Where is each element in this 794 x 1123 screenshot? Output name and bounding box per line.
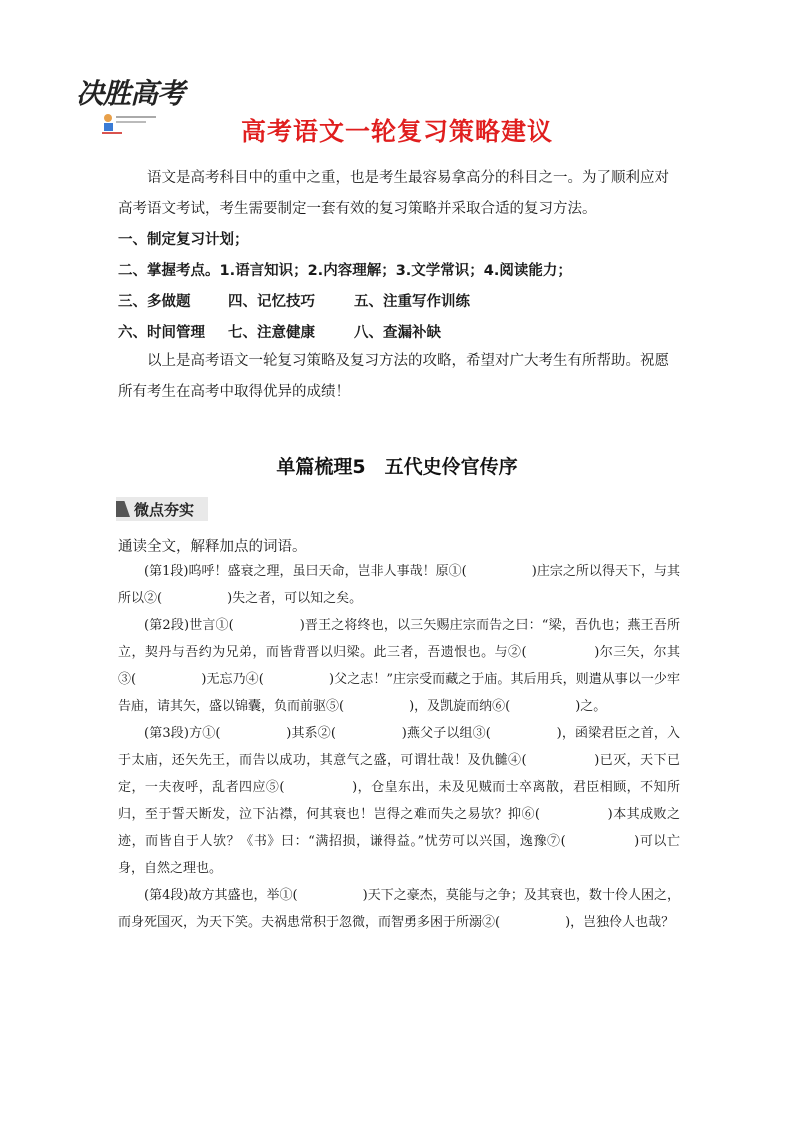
main-title: 高考语文一轮复习策略建议 [240,117,553,146]
section-title: 单篇梳理5 五代史伶官传序 [276,456,518,478]
strategy-item: 三、多做题 [118,294,191,310]
passage-paragraph-1: (第1段)呜呼！盛衰之理，虽曰天命，岂非人事哉！原①( )庄宗之所以得天下，与其所以②( )失之者，可以知之矣。 [118,564,680,606]
strategy-line-4 [118,321,441,342]
passage-paragraph-3: (第3段)方①( )其系②( )燕父子以组③( )，函梁君臣之首，入于太庙，还矢先王，而告以成功，其意气之盛，可谓壮哉！及仇雠④( )已灭，天下已定，一夫夜呼，乱者四应⑤( )，仓皇东出，未及见贼而士卒离散，君臣相顾，不知所归，至于誓天断发，泣下沾襟，何其衰也！岂得之难而失之易欤？抑⑥( )本其成败之迹，而皆自于人欤？《书》曰：“满招损，谦得益。”忧劳可以兴国，逸豫⑦( )可以亡身，自然之理也。 [118,726,680,876]
section-tag [116,497,208,521]
intro-paragraph: 语文是高考科目中的重中之重，也是考生最容易拿高分的科目之一。为了顺利应对高考语文考试，考生需要制定一套有效的复习策略并采取合适的复习方法。 [118,170,669,217]
strategy-item: 四、记忆技巧 [228,294,315,310]
strategy-line-2: 二、掌握考点。1.语言知识；2.内容理解；3.文学常识；4.阅读能力； [118,263,572,279]
passage-paragraph-2: (第2段)世言①( )晋王之将终也，以三矢赐庄宗而告之曰：“梁，吾仇也；燕王吾所立，契丹与吾约为兄弟，而皆背晋以归梁。此三者，吾遗恨也。与②( )尔三矢，尔其③( )无忘乃④( )父之志！”庄宗受而藏之于庙。其后用兵，则遣从事以一少牢告庙，请其矢，盛以锦囊，负而前驱⑤( )，及凯旋而纳⑥( )之。 [118,618,680,714]
tag-marker-icon [116,501,130,517]
strategy-line-1: 一、制定复习计划； [118,232,249,248]
tag-label: 微点夯实 [134,501,195,519]
passage [118,558,680,936]
logo-text: 决胜高考 [76,77,185,110]
strategy-item: 八、查漏补缺 [354,325,441,341]
strategy-item: 六、时间管理 [118,325,205,341]
strategy-item: 五、注重写作训练 [354,294,470,310]
strategy-line-3 [118,290,470,311]
outro-paragraph: 以上是高考语文一轮复习策略及复习方法的攻略，希望对广大考生有所帮助。祝愿所有考生在高考中取得优异的成绩！ [118,353,669,400]
passage-paragraph-4: (第4段)故方其盛也，举①( )天下之豪杰，莫能与之争；及其衰也，数十伶人困之，而身死国灭，为天下笑。夫祸患常积于忽微，而智勇多困于所溺②( )，岂独伶人也哉？ [118,888,680,930]
strategy-item: 七、注意健康 [228,325,315,341]
instruction: 通读全文，解释加点的词语。 [118,539,307,555]
